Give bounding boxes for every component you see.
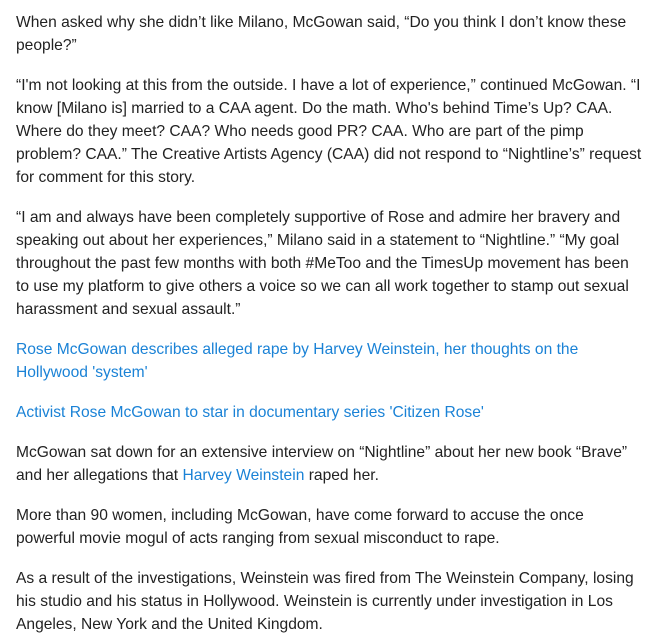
paragraph-caa-quote: “I'm not looking at this from the outside. I have a lot of experience,” continued McGowan. “I know [Milano is] married to a CAA agent. Do the math. Who's behind Time’s Up? CAA. Where do they meet? CAA? Who needs good PR? CAA. Who are part of the pimp problem? CAA.” The Creative Artists Agency (CAA) did not respond to “Nightline’s” request for comment for this story. bbox=[16, 77, 642, 186]
related-link-rape-allegation[interactable]: Rose McGowan describes alleged rape by Harvey Weinstein, her thoughts on the Hollywood 'system' bbox=[16, 341, 579, 381]
paragraph-nightline-interview bbox=[16, 441, 646, 487]
paragraph-milano-question: When asked why she didn’t like Milano, McGowan said, “Do you think I don’t know these people?” bbox=[16, 14, 627, 54]
harvey-weinstein-link[interactable]: Harvey Weinstein bbox=[182, 467, 305, 484]
paragraph-text: McGowan sat down for an extensive interview on “Nightline” about her new book “Brave” and her allegations that bbox=[16, 444, 628, 484]
paragraph-milano-statement: “I am and always have been completely supportive of Rose and admire her bravery and speaking out about her experiences,” Milano said in a statement to “Nightline.” “My goal throughout the past few months with both #MeToo and the TimesUp movement has been to use my platform to give others a voice so we can all work together to stamp out sexual harassment and sexual assault.” bbox=[16, 209, 629, 318]
related-link-citizen-rose[interactable]: Activist Rose McGowan to star in documentary series 'Citizen Rose' bbox=[16, 404, 484, 421]
paragraph-investigations: As a result of the investigations, Weinstein was fired from The Weinstein Company, losing his studio and his status in Hollywood. Weinstein is currently under investigation in Los Angeles, New York and the United Kingdom. bbox=[16, 570, 634, 633]
paragraph-text: raped her. bbox=[304, 467, 379, 484]
paragraph-accusers: More than 90 women, including McGowan, have come forward to accuse the once powerful movie mogul of acts ranging from sexual misconduct to rape. bbox=[16, 507, 584, 547]
